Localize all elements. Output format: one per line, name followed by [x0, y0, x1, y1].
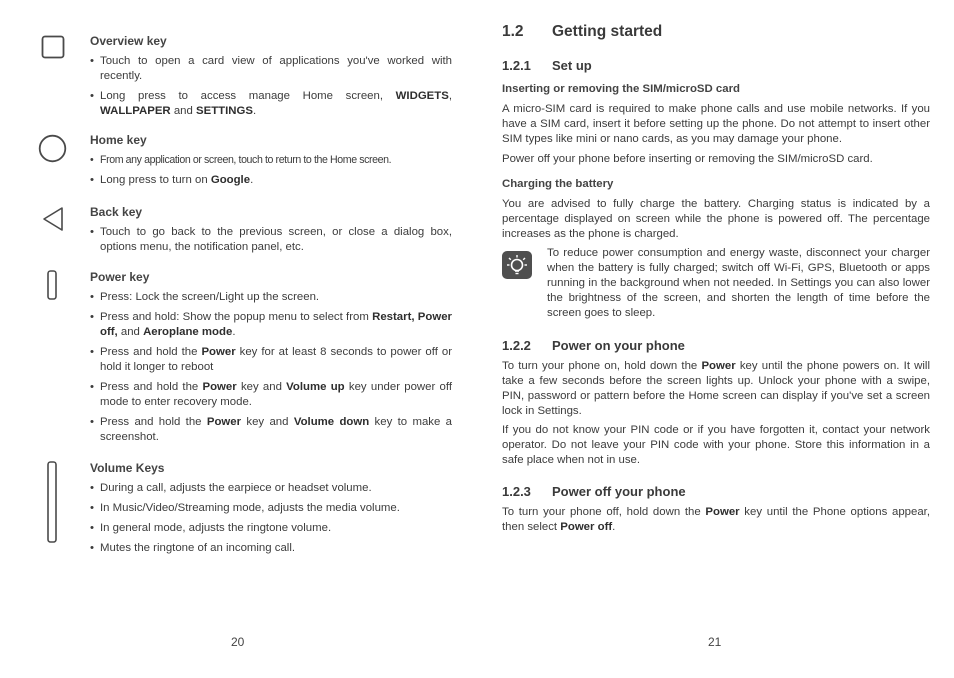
back-key-bullet: • Touch to go back to the previous screen, or close a dialog box, options menu, the notification panel, etc. — [90, 225, 452, 255]
page-number: 21 — [708, 635, 722, 649]
volume-keys-title: Volume Keys — [90, 461, 165, 475]
power-key-title: Power key — [90, 270, 150, 284]
sim-card-note: Power off your phone before inserting or removing the SIM/microSD card. — [502, 153, 873, 165]
circle-outline-icon — [38, 134, 67, 163]
back-key-title: Back key — [90, 205, 143, 219]
home-key-bullet: • Long press to turn on Google. — [90, 173, 452, 188]
back-key-section — [90, 205, 452, 260]
subsection-heading-setup: 1.2.1 Set up — [502, 58, 592, 73]
volume-key-bullet: • Mutes the ringtone of an incoming call. — [90, 541, 452, 556]
volume-key-bullet: • In Music/Video/Streaming mode, adjusts the media volume. — [90, 501, 452, 516]
sim-card-paragraph: A micro-SIM card is required to make phone calls and use mobile networks. If you have a SIM card, insert it before setting up the phone. Do not attempt to insert other SIM types like mini or nano cards, as you may damage your phone. — [502, 103, 930, 145]
triangle-left-outline-icon — [42, 206, 64, 232]
power-key-bullet: • Press and hold the Power key for at least 8 seconds to power off or hold it longer to reboot — [90, 345, 452, 375]
battery-paragraph: You are advised to fully charge the battery. Charging status is indicated by a percentage displayed on screen while the phone is powered off. The percentage increases as the phone is charged. — [502, 198, 930, 240]
overview-key-section — [90, 34, 452, 124]
home-key-section — [90, 133, 452, 193]
volume-rocker-icon — [47, 461, 57, 543]
power-key-bullet: • Press and hold the Power key and Volume up key under power off mode to enter recovery mode. — [90, 380, 452, 410]
subsection-heading-power-off: 1.2.3 Power off your phone — [502, 484, 686, 499]
power-on-paragraph: To turn your phone on, hold down the Power key until the phone powers on. It will take a few seconds before the screen lights up. Unlock your phone with a swipe, PIN, password or pattern before the Home screen can display if you've set a screen lock in Settings. — [502, 360, 930, 417]
pin-paragraph: If you do not know your PIN code or if you have forgotten it, contact your network operator. Do not leave your PIN code with your phone. Store this information in a safe place when not in use. — [502, 424, 930, 466]
lightbulb-tip-icon — [502, 251, 532, 279]
square-outline-icon — [41, 35, 65, 59]
volume-key-bullet: • During a call, adjusts the earpiece or headset volume. — [90, 481, 452, 496]
section-heading: 1.2 Getting started — [502, 23, 663, 40]
battery-heading: Charging the battery — [502, 178, 614, 190]
power-key-section — [90, 270, 452, 450]
home-key-title: Home key — [90, 133, 147, 147]
overview-key-bullet: • Long press to access manage Home screen, WIDGETS, WALLPAPER and SETTINGS. — [90, 89, 452, 119]
overview-key-bullet: • Touch to open a card view of applications you've worked with recently. — [90, 54, 452, 84]
volume-keys-section — [90, 461, 452, 561]
power-key-bullet: • Press: Lock the screen/Light up the screen. — [90, 290, 452, 305]
side-button-icon — [47, 270, 57, 300]
right-page — [477, 0, 954, 678]
overview-key-title: Overview key — [90, 34, 167, 48]
tip-box — [502, 246, 930, 326]
power-key-bullet: • Press and hold: Show the popup menu to select from Restart, Power off, and Aeroplane mode. — [90, 310, 452, 340]
power-off-paragraph: To turn your phone off, hold down the Power key until the Phone options appear, then select Power off. — [502, 506, 930, 533]
tip-text: To reduce power consumption and energy waste, disconnect your charger when the battery is fully charged; switch off Wi-Fi, GPS, Bluetooth or apps running in the background when not needed. In Settings you can also lower the brightness of the screen, and shorten the length of time before the screen goes to sleep. — [547, 247, 930, 319]
sim-card-heading: Inserting or removing the SIM/microSD card — [502, 83, 740, 95]
power-key-bullet: • Press and hold the Power key and Volume down key to make a screenshot. — [90, 415, 452, 445]
volume-key-bullet: • In general mode, adjusts the ringtone volume. — [90, 521, 452, 536]
page-number: 20 — [231, 635, 245, 649]
subsection-heading-power-on: 1.2.2 Power on your phone — [502, 338, 685, 353]
home-key-bullet: • From any application or screen, touch to return to the Home screen. — [90, 153, 452, 168]
